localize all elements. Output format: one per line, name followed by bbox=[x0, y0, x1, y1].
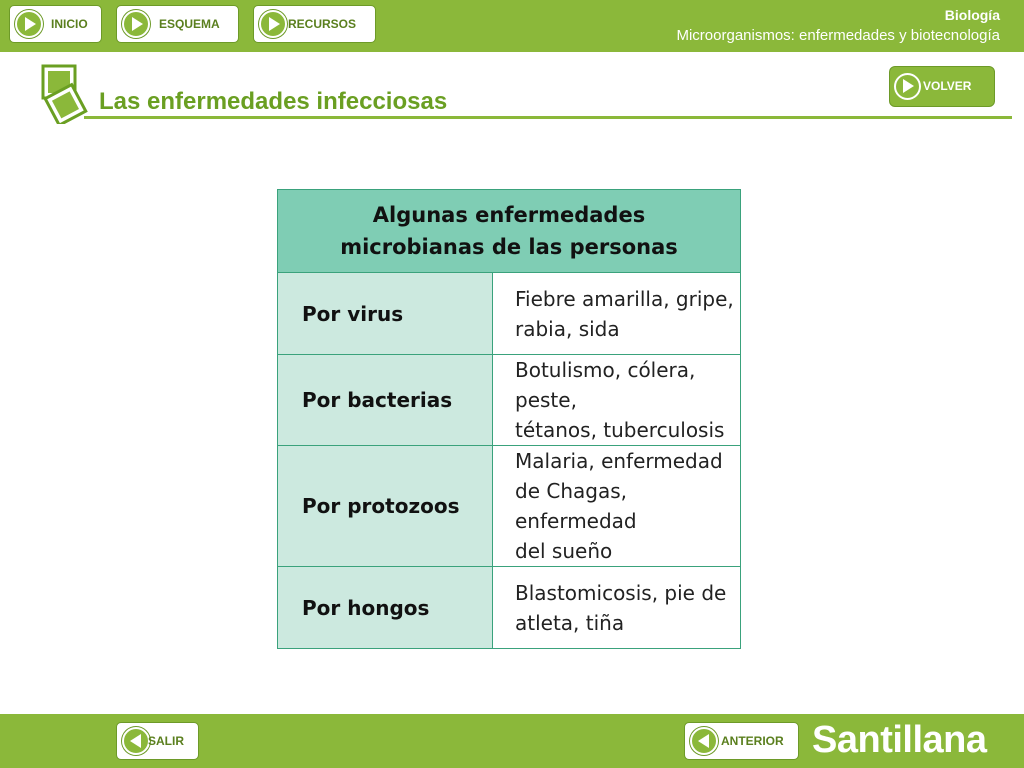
esquema-label: ESQUEMA bbox=[159, 17, 220, 31]
category-cell: Por bacterias bbox=[278, 355, 493, 446]
disease-line: del sueño bbox=[515, 539, 613, 563]
disease-line: de Chagas, enfermedad bbox=[515, 479, 637, 533]
disease-line: Malaria, enfermedad bbox=[515, 449, 723, 473]
santillana-logo: Santillana bbox=[812, 719, 987, 761]
subject-title: Biología bbox=[944, 7, 1000, 23]
anterior-label: ANTERIOR bbox=[721, 734, 784, 748]
salir-button[interactable] bbox=[116, 722, 199, 760]
unit-logo-icon bbox=[40, 64, 90, 124]
disease-line: atleta, tiña bbox=[515, 610, 625, 635]
play-icon bbox=[122, 10, 150, 38]
category-cell: Por hongos bbox=[278, 567, 493, 649]
back-arrow-icon bbox=[690, 727, 718, 755]
top-bar bbox=[0, 0, 1024, 52]
diseases-cell bbox=[493, 567, 741, 649]
volver-label: VOLVER bbox=[923, 79, 972, 93]
table-title-line1: Algunas enfermedades bbox=[372, 203, 646, 227]
title-underline bbox=[84, 116, 1012, 119]
category-cell: Por protozoos bbox=[278, 446, 493, 567]
play-icon bbox=[15, 10, 43, 38]
recursos-label: RECURSOS bbox=[288, 17, 357, 31]
anterior-button[interactable] bbox=[684, 722, 799, 760]
diseases-cell bbox=[493, 446, 741, 567]
disease-line: rabia, sida bbox=[515, 316, 620, 341]
table-row bbox=[278, 446, 741, 567]
disease-line: tétanos, tuberculosis bbox=[515, 418, 725, 442]
table-row bbox=[278, 567, 741, 649]
disease-line: Blastomicosis, pie de bbox=[515, 580, 727, 605]
page-title: Las enfermedades infecciosas bbox=[99, 88, 448, 115]
recursos-button[interactable] bbox=[253, 5, 376, 43]
diseases-table bbox=[277, 189, 741, 649]
disease-line: Botulismo, cólera, peste, bbox=[515, 358, 696, 412]
table-title bbox=[278, 190, 741, 273]
disease-line: Fiebre amarilla, gripe, bbox=[515, 286, 734, 311]
table-row bbox=[278, 273, 741, 355]
topic-title: Microorganismos: enfermedades y biotecnología bbox=[676, 27, 1000, 44]
inicio-button[interactable] bbox=[9, 5, 102, 43]
category-cell: Por virus bbox=[278, 273, 493, 355]
play-icon bbox=[259, 10, 287, 38]
diseases-cell bbox=[493, 355, 741, 446]
play-icon bbox=[894, 73, 921, 100]
diseases-cell bbox=[493, 273, 741, 355]
volver-button[interactable] bbox=[889, 66, 995, 107]
salir-label: SALIR bbox=[148, 734, 184, 748]
inicio-label: INICIO bbox=[51, 17, 88, 31]
table-row bbox=[278, 355, 741, 446]
esquema-button[interactable] bbox=[116, 5, 239, 43]
table-header-row bbox=[278, 190, 741, 273]
back-arrow-icon bbox=[122, 727, 150, 755]
table-title-line2: microbianas de las personas bbox=[340, 235, 678, 259]
